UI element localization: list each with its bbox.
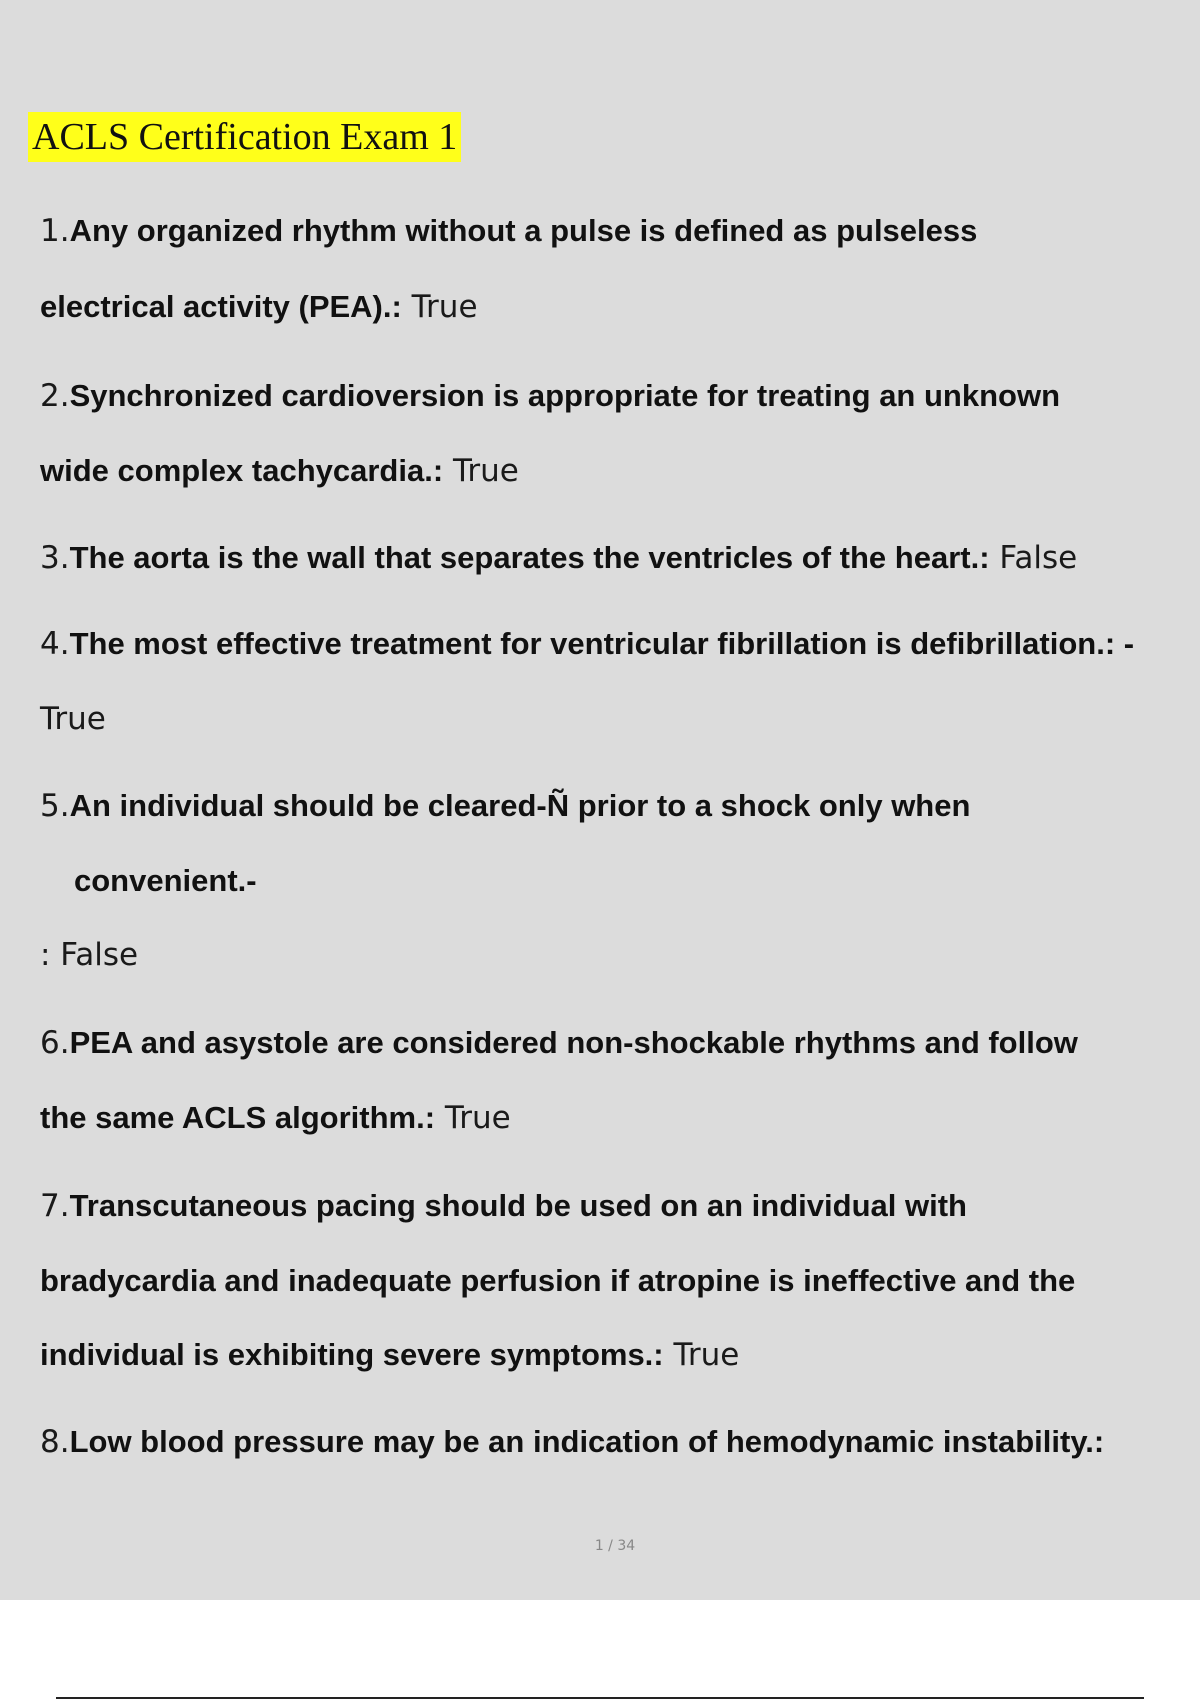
question-5-line-3: [40, 935, 138, 975]
question-text: Transcutaneous pacing should be used on an individual with: [69, 1188, 967, 1223]
question-7-line-2: [40, 1261, 1075, 1301]
question-5-line-2: [74, 861, 257, 901]
question-text: wide complex tachycardia.:: [40, 453, 444, 488]
question-number: 4.: [40, 626, 70, 662]
question-number: 3.: [40, 540, 70, 576]
document-title: ACLS Certification Exam 1: [28, 112, 461, 162]
question-text: PEA and asystole are considered non-shockable rhythms and follow: [69, 1025, 1078, 1060]
answer-text: True: [443, 453, 519, 489]
question-text: Low blood pressure may be an indication of hemodynamic instability.:: [69, 1424, 1105, 1459]
question-text: Any organized rhythm without a pulse is defined as pulseless: [69, 213, 978, 248]
question-text: convenient.-: [74, 863, 257, 898]
question-4-line-2: [40, 699, 106, 739]
question-1-line-2: [40, 287, 478, 327]
question-text: individual is exhibiting severe symptoms.:: [40, 1337, 664, 1372]
answer-text: False: [989, 540, 1078, 576]
question-2-line-1: [40, 376, 1060, 416]
question-3-line-1: [40, 538, 1077, 578]
question-number: 2.: [40, 378, 70, 414]
question-number: 8.: [40, 1424, 70, 1460]
question-6-line-1: [40, 1023, 1078, 1063]
question-1-line-1: [40, 211, 977, 251]
question-number: 5.: [40, 788, 70, 824]
question-6-line-2: [40, 1098, 511, 1138]
answer-text: True: [401, 289, 478, 325]
answer-text: True: [663, 1337, 740, 1373]
question-number: 7.: [40, 1188, 70, 1224]
question-text: Synchronized cardioversion is appropriate for treating an unknown: [69, 378, 1061, 413]
question-text: bradycardia and inadequate perfusion if atropine is ineffective and the: [40, 1263, 1076, 1298]
question-number: 6.: [40, 1025, 70, 1061]
question-2-line-2: [40, 451, 519, 491]
answer-text: True: [435, 1100, 511, 1136]
question-7-line-3: [40, 1335, 739, 1375]
question-text: the same ACLS algorithm.:: [40, 1100, 436, 1135]
page-indicator: 1 / 34: [594, 1538, 636, 1554]
question-text: An individual should be cleared-Ñ prior to a shock only when: [69, 788, 971, 823]
question-text: electrical activity (PEA).:: [40, 289, 402, 324]
page-divider: [56, 1697, 1144, 1699]
question-text: The aorta is the wall that separates the ventricles of the heart.:: [69, 540, 990, 575]
question-text: The most effective treatment for ventricular fibrillation is defibrillation.: -: [69, 626, 1135, 661]
question-number: 1.: [40, 213, 70, 249]
question-5-line-1: [40, 786, 970, 826]
question-4-line-1: [40, 624, 1134, 664]
answer-text: True: [40, 701, 106, 737]
answer-text: : False: [40, 937, 139, 973]
question-7-line-1: [40, 1186, 967, 1226]
question-8-line-1: [40, 1422, 1104, 1462]
